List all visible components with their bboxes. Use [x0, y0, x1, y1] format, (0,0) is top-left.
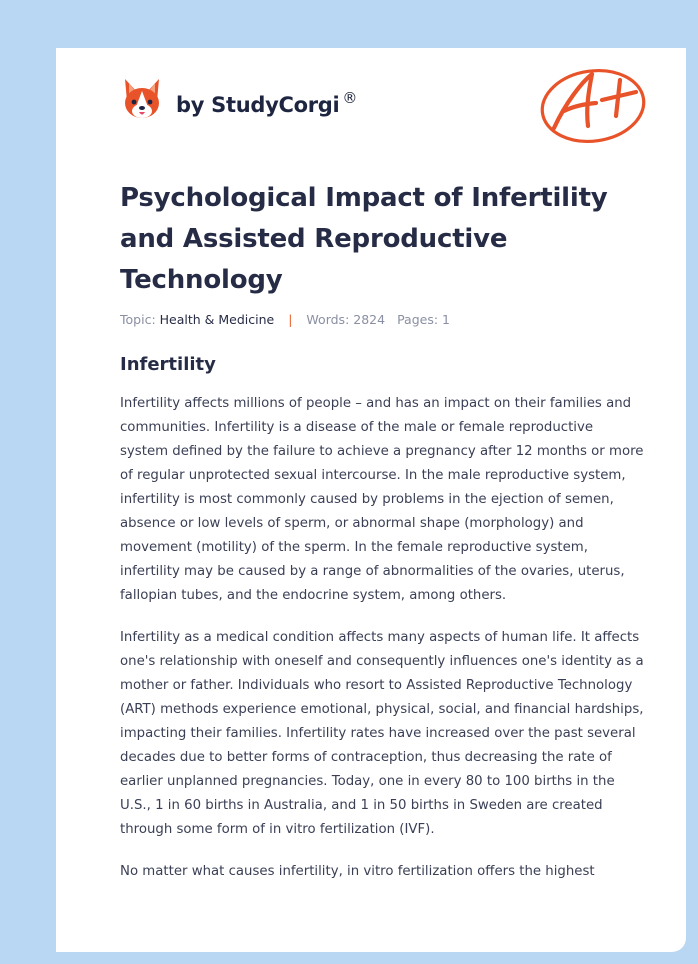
article-meta: [120, 312, 450, 327]
a-plus-icon: [536, 56, 656, 146]
pages-label: Pages:: [397, 312, 439, 327]
topic-link[interactable]: Health & Medicine: [159, 312, 275, 327]
document-card: [56, 48, 686, 952]
topic-label: Topic:: [120, 312, 156, 327]
words-value: 2824: [353, 312, 386, 327]
paragraph: No matter what causes infertility, in vitro fertilization offers the highest: [120, 864, 595, 879]
page-title: Psychological Impact of Infertility and Assisted Reproductive Technology: [120, 183, 608, 295]
registered-mark: ®: [342, 89, 358, 107]
grade-badge: [536, 56, 656, 150]
article-body: [120, 392, 644, 902]
brand-logo[interactable]: [122, 77, 357, 121]
pages-value: 1: [442, 312, 450, 327]
words-label: Words:: [306, 312, 350, 327]
corgi-icon: [122, 77, 162, 121]
paragraph: Infertility as a medical condition affects many aspects of human life. It affects one's relationship with oneself and consequently influences one's identity as a mother or father. Individuals who resort to Assisted Reproductive Technology (ART) methods experience emotional, physical, social, and financial hardships, impacting their families. Infertility rates have increased over the past several decades due to better forms of contraception, thus decreasing the rate of earlier unplanned pregnancies. Today, one in every 80 to 100 births in the U.S., 1 in 60 births in Australia, and 1 in 50 births in Sweden are created through some form of in vitro fertilization (IVF).: [120, 630, 644, 837]
meta-separator: |: [288, 312, 293, 327]
section-heading: Infertility: [120, 354, 216, 375]
brand-name: by StudyCorgi ®: [176, 89, 358, 117]
paragraph: Infertility affects millions of people – and has an impact on their families and communities. Infertility is a disease of the male or female reproductive system defined by the failure to achieve a pregnancy after 12 months or more of regular unprotected sexual intercourse. In the male reproductive system, infertility is most commonly caused by problems in the ejection of semen, absence or low levels of sperm, or abnormal shape (morphology) and movement (motility) of the sperm. In the female reproductive system, infertility may be caused by a range of abnormalities of the ovaries, uterus, fallopian tubes, and the endocrine system, among others.: [120, 396, 644, 603]
